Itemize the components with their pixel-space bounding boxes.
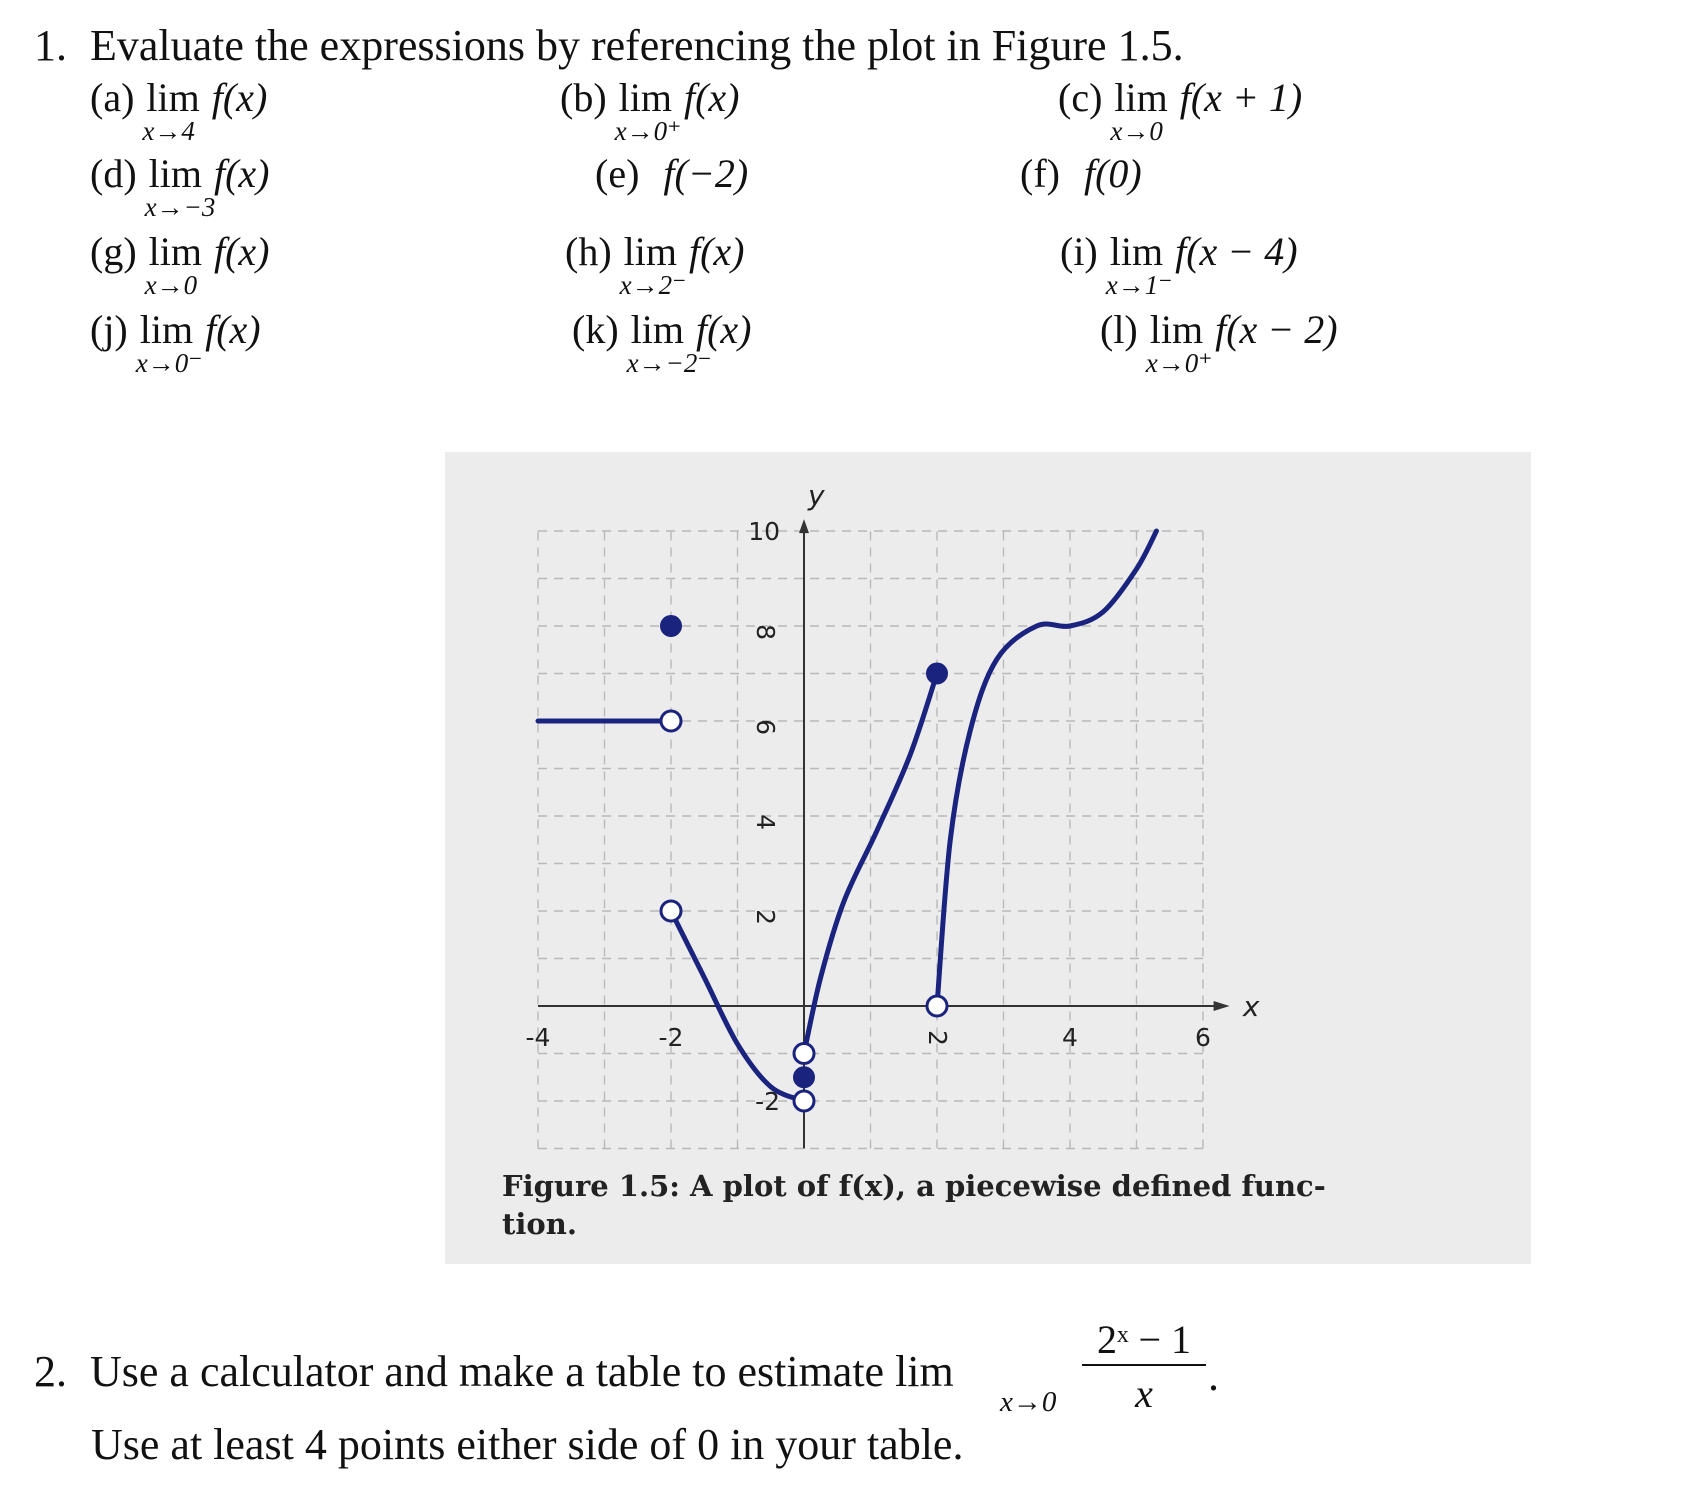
function-expression: f(x) <box>211 75 268 120</box>
part-label: (h) <box>565 229 612 274</box>
part-label: (b) <box>560 75 607 120</box>
question-1-number: 1. <box>34 21 67 70</box>
open-point <box>661 711 681 731</box>
function-expression: f(x − 4) <box>1175 229 1298 274</box>
lim-word: lim <box>139 307 194 352</box>
x-tick-label: 2 <box>923 1030 952 1046</box>
lim-word: lim <box>1109 229 1164 274</box>
function-expression: f(0) <box>1083 151 1142 196</box>
function-expression: f(x) <box>213 151 270 196</box>
part-label: (l) <box>1100 307 1138 352</box>
question-2-text: Use a calculator and make a table to estimate lim <box>90 1347 954 1396</box>
y-tick-label: 10 <box>748 517 780 546</box>
part-label: (k) <box>572 307 619 352</box>
lim-word: lim <box>148 151 202 196</box>
part-label: (e) <box>595 151 640 196</box>
y-axis-arrow <box>799 519 809 533</box>
part-label: (f) <box>1020 151 1060 196</box>
part-label: (j) <box>90 307 128 352</box>
y-tick-label: 4 <box>751 814 780 830</box>
closed-point <box>927 664 947 684</box>
x-tick-label: -2 <box>658 1023 684 1052</box>
function-expression: f(x) <box>205 307 261 352</box>
x-tick-label: 4 <box>1062 1023 1078 1052</box>
lim-word: lim <box>1114 75 1168 120</box>
question-2-denominator: x <box>1135 1371 1153 1416</box>
lim-subscript: x→0⁺ <box>614 116 682 146</box>
lim-subscript: x→0 <box>1110 116 1163 146</box>
function-expression: f(x) <box>695 307 752 352</box>
question-2-fraction <box>1082 1318 1206 1416</box>
question-2-lim-subscript: x→0 <box>1000 1386 1057 1418</box>
part-label: (c) <box>1058 75 1103 120</box>
part-label: (a) <box>90 75 135 120</box>
closed-point <box>794 1067 814 1087</box>
function-expression: f(−2) <box>663 151 749 196</box>
fraction-bar <box>1082 1364 1206 1366</box>
x-tick-label: -4 <box>525 1023 551 1052</box>
question-2-line-1 <box>34 1347 954 1396</box>
open-point <box>794 1091 814 1111</box>
lim-subscript: x→1⁻ <box>1105 270 1173 300</box>
open-point <box>661 901 681 921</box>
lim-subscript: x→0⁺ <box>1145 348 1213 378</box>
x-axis-label: x <box>1242 990 1260 1023</box>
y-axis-label: y <box>808 478 825 512</box>
x-axis-arrow <box>1214 1001 1230 1011</box>
lim-subscript: x→4 <box>142 116 195 146</box>
question-2-numerator: 2ˣ − 1 <box>1096 1317 1192 1362</box>
figure-caption-line-2: tion. <box>502 1207 577 1241</box>
y-tick-label: 2 <box>751 909 780 925</box>
function-expression: f(x) <box>213 229 270 274</box>
lim-subscript: x→0 <box>144 270 198 300</box>
part-label: (d) <box>90 151 137 196</box>
lim-word: lim <box>618 75 672 120</box>
lim-subscript: x→0⁻ <box>135 348 203 378</box>
figure-caption-line-1: Figure 1.5: A plot of f(x), a piecewise defined func- <box>502 1169 1326 1203</box>
lim-word: lim <box>146 75 200 120</box>
y-tick-label: -2 <box>755 1087 780 1116</box>
open-point <box>794 1044 814 1064</box>
question-2-number: 2. <box>34 1347 67 1396</box>
part-label: (i) <box>1060 229 1098 274</box>
lim-word: lim <box>623 229 677 274</box>
figure-caption <box>502 1167 1502 1243</box>
lim-subscript: x→−3 <box>144 192 216 222</box>
function-expression: f(x − 2) <box>1215 307 1338 352</box>
y-tick-label: 8 <box>751 624 780 640</box>
open-point <box>927 996 947 1016</box>
lim-word: lim <box>1149 307 1204 352</box>
closed-point <box>661 616 681 636</box>
lim-subscript: x→−2⁻ <box>626 348 712 378</box>
part-label: (g) <box>90 229 137 274</box>
function-expression: f(x) <box>683 75 740 120</box>
question-2-period: . <box>1208 1351 1219 1400</box>
function-expression: f(x) <box>688 229 745 274</box>
y-tick-label: 6 <box>751 719 780 735</box>
lim-subscript: x→2⁻ <box>619 270 687 300</box>
lim-word: lim <box>630 307 684 352</box>
curve-segment-4 <box>937 531 1156 1006</box>
x-tick-label: 6 <box>1195 1023 1211 1052</box>
question-1-prompt: Evaluate the expressions by referencing the plot in Figure 1.5. <box>90 21 1184 70</box>
function-expression: f(x + 1) <box>1179 75 1303 120</box>
lim-word: lim <box>148 229 202 274</box>
question-2-line-2: Use at least 4 points either side of 0 in your table. <box>91 1420 964 1469</box>
